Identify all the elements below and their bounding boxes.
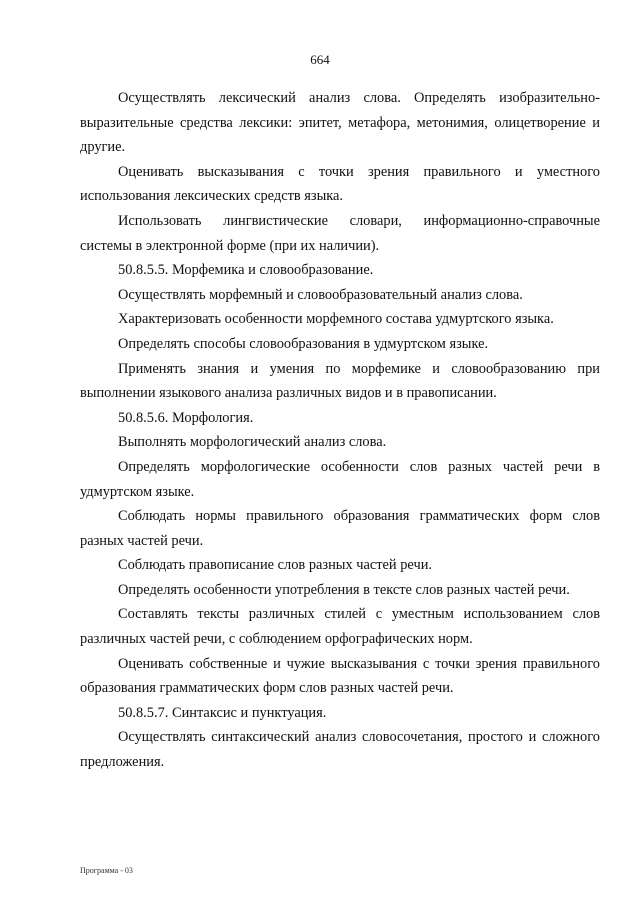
section-heading-morphemics: 50.8.5.5. Морфемика и словообразование. <box>118 262 374 279</box>
paragraph-compose-texts: Составлять тексты различных стилей с уместным использованием слов различных частей речи, с соблюдением орфографических норм. <box>80 606 600 648</box>
paragraph-apply-knowledge: Применять знания и умения по морфемике и словообразованию при выполнении языкового анализа различных видов и в правописании. <box>80 360 600 402</box>
footer-program: Программа - 03 <box>80 866 133 875</box>
paragraph-lexical-analysis: Осуществлять лексический анализ слова. Определять изобразительно-выразительные средства лексики: эпитет, метафора, метонимия, олицетворение и другие. <box>80 90 600 156</box>
paragraph-morpheme-features: Характеризовать особенности морфемного состава удмуртского языка. <box>118 311 554 328</box>
paragraph-morpheme-analysis: Осуществлять морфемный и словообразовательный анализ слова. <box>118 286 523 303</box>
paragraph-spelling: Соблюдать правописание слов разных частей речи. <box>118 557 432 574</box>
section-heading-syntax: 50.8.5.7. Синтаксис и пунктуация. <box>118 704 327 721</box>
page-number: 664 <box>310 52 330 67</box>
paragraph-morphology-features: Определять морфологические особенности слов разных частей речи в удмуртском языке. <box>80 458 600 500</box>
paragraph-syntax-analysis: Осуществлять синтаксический анализ словосочетания, простого и сложного предложения. <box>80 729 600 771</box>
paragraph-dictionaries: Использовать лингвистические словари, информационно-справочные системы в электронной форме (при их наличии). <box>80 212 600 254</box>
paragraph-word-formation: Определять способы словообразования в удмуртском языке. <box>118 335 489 352</box>
body-text <box>80 86 600 775</box>
section-heading-morphology: 50.8.5.6. Морфология. <box>118 409 254 426</box>
paragraph-grammar-norms: Соблюдать нормы правильного образования грамматических форм слов разных частей речи. <box>80 508 600 549</box>
paragraph-evaluate-statements: Оценивать собственные и чужие высказывания с точки зрения правильного образования грамматических форм слов разных частей речи. <box>80 655 600 697</box>
paragraph-evaluate-lexical: Оценивать высказывания с точки зрения правильного и уместного использования лексических средств языка. <box>80 163 600 205</box>
paragraph-morphology-analysis: Выполнять морфологический анализ слова. <box>118 434 387 451</box>
paragraph-usage: Определять особенности употребления в тексте слов разных частей речи. <box>118 581 570 598</box>
